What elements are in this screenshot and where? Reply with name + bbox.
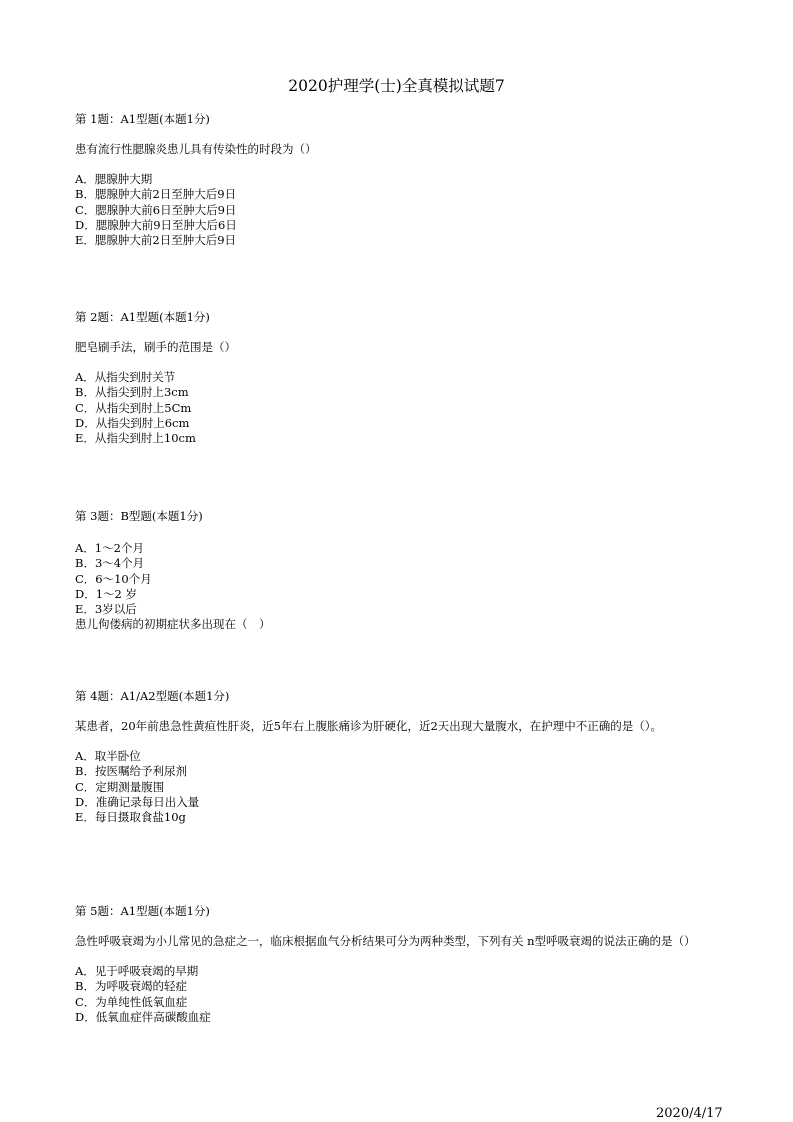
question-stem: 肥皂刷手法，刷手的范围是（） <box>75 340 236 354</box>
option-a: A．1～2个月 <box>75 541 144 555</box>
option-c: C．从指尖到肘上5Cm <box>75 400 192 415</box>
question-header: 第 2题：A1型题(本题1分) <box>75 310 210 324</box>
option-e: E．3岁以后 <box>75 602 137 617</box>
question-stem: 某患者，20年前患急性黄疸性肝炎，近5年右上腹胀痛诊为肝硬化，近2天出现大量腹水，在护理中不正确的是（）。 <box>75 719 663 733</box>
question-header: 第 3题：B型题(本题1分) <box>75 509 203 523</box>
question-header: 第 1题：A1型题(本题1分) <box>75 112 210 126</box>
option-c: C．腮腺肿大前6日至肿大后9日 <box>75 202 237 217</box>
option-b: B．为呼吸衰竭的轻症 <box>75 979 187 994</box>
question-2 <box>75 309 725 446</box>
option-list <box>75 370 725 446</box>
option-a: A．取半卧位 <box>75 749 141 763</box>
option-d: D．1～2 岁 <box>75 586 138 601</box>
option-a: A．腮腺肿大期 <box>75 172 153 186</box>
option-list <box>75 964 725 1025</box>
question-stem: 患儿佝偻病的初期症状多出现在（ ） <box>75 617 271 632</box>
option-d: D．准确记录每日出入量 <box>75 794 200 809</box>
option-b: B．3～4个月 <box>75 556 145 571</box>
page-title: 2020护理学(士)全真模拟试题7 <box>288 77 505 95</box>
question-1 <box>75 111 725 248</box>
question-stem: 患有流行性腮腺炎患儿具有传染性的时段为（） <box>75 142 317 156</box>
option-c: C．6～10个月 <box>75 571 152 586</box>
option-b: B．按医嘱给予利尿剂 <box>75 764 187 779</box>
page-date: 2020/4/17 <box>656 1106 723 1121</box>
option-b: B．从指尖到肘上3cm <box>75 385 189 400</box>
option-c: C．为单纯性低氧血症 <box>75 994 188 1009</box>
option-a: A．从指尖到肘关节 <box>75 370 176 384</box>
option-c: C．定期测量腹围 <box>75 779 165 794</box>
option-list <box>75 749 725 825</box>
question-stem: 急性呼吸衰竭为小儿常见的急症之一，临床根据血气分析结果可分为两种类型，下列有关 n型呼吸衰竭的说法正确的是（） <box>75 934 696 948</box>
option-d: D．从指尖到肘上6cm <box>75 415 190 430</box>
option-e: E．从指尖到肘上10cm <box>75 431 196 446</box>
question-5 <box>75 903 725 1025</box>
question-4 <box>75 688 725 825</box>
question-header: 第 5题：A1型题(本题1分) <box>75 904 210 918</box>
option-e: E．每日摄取食盐10g <box>75 810 186 825</box>
option-list <box>75 172 725 248</box>
option-d: D．腮腺肿大前9日至肿大后6日 <box>75 217 237 232</box>
question-header: 第 4题：A1/A2型题(本题1分) <box>75 689 230 703</box>
question-3 <box>75 508 725 633</box>
option-e: E．腮腺肿大前2日至肿大后9日 <box>75 233 237 248</box>
option-list <box>75 541 725 617</box>
option-a: A．见于呼吸衰竭的早期 <box>75 964 199 978</box>
option-b: B．腮腺肿大前2日至肿大后9日 <box>75 187 237 202</box>
option-d: D．低氧血症伴高碳酸血症 <box>75 1009 211 1024</box>
